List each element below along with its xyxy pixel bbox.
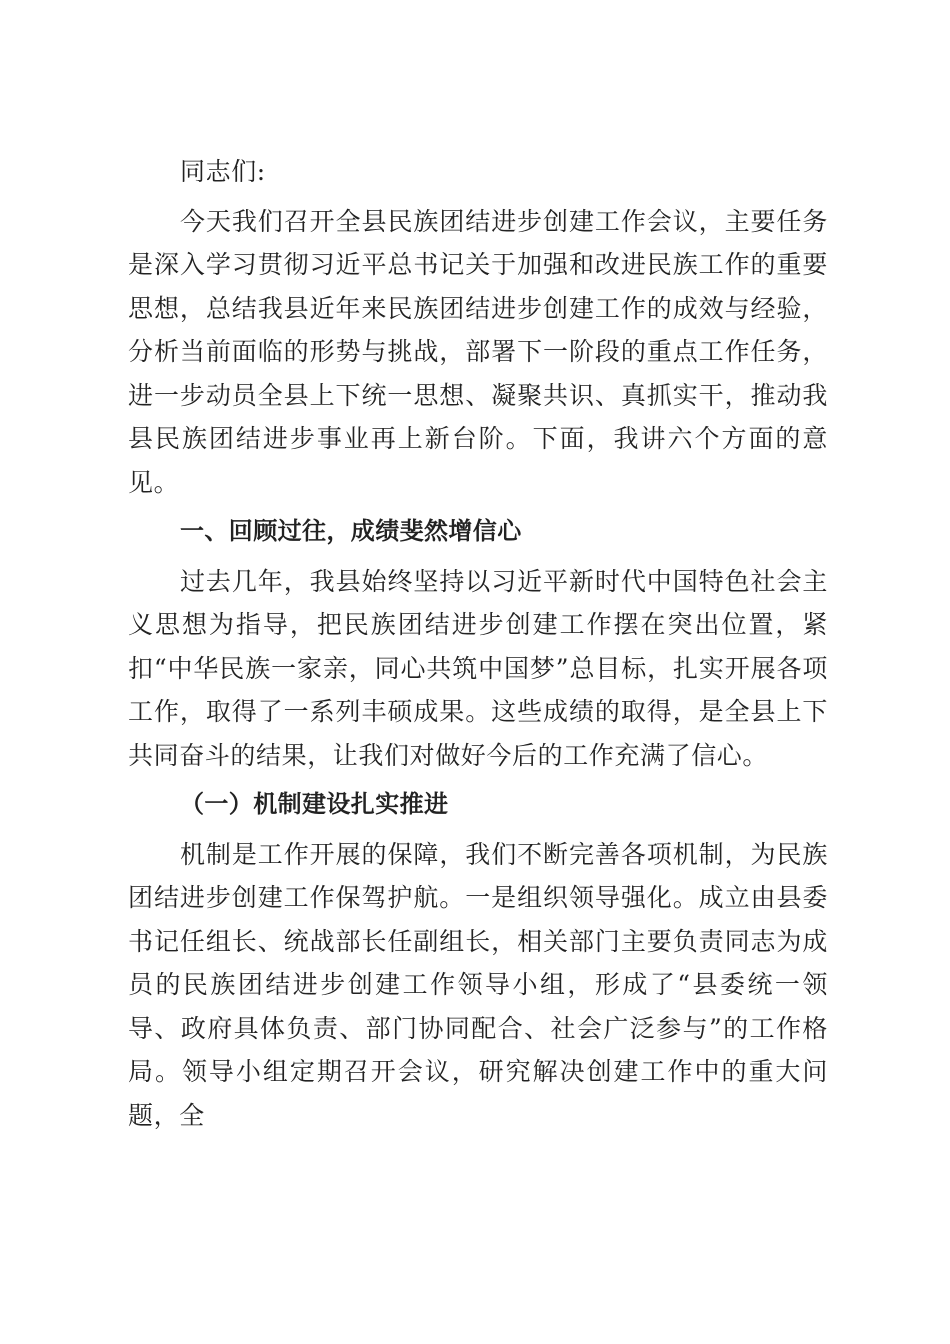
greeting: 同志们: xyxy=(180,157,266,186)
subsection-paragraph: 机制是工作开展的保障，我们不断完善各项机制，为民族团结进步创建工作保驾护航。一是组织领导强化。成立由县委书记任组长、统战部长任副组长，相关部门主要负责同志为成员的民族团结进步创建工作领导小组，形成了“县委统一领导、政府具体负责、部门协同配合、社会广泛参与”的工作格局。领导小组定期召开会议，研究解决创建工作中的重大问题，全 xyxy=(128,839,828,1130)
intro-paragraph: 今天我们召开全县民族团结进步创建工作会议，主要任务是深入学习贯彻习近平总书记关于加强和改进民族工作的重要思想，总结我县近年来民族团结进步创建工作的成效与经验，分析当前面临的形势与挑战，部署下一阶段的重点工作任务，进一步动员全县上下统一思想、凝聚共识、真抓实干，推动我县民族团结进步事业再上新台阶。下面，我讲六个方面的意见。 xyxy=(128,206,828,497)
subsection-heading: （一）机制建设扎实推进 xyxy=(180,790,449,818)
document-body xyxy=(128,150,828,1143)
section-paragraph: 过去几年，我县始终坚持以习近平新时代中国特色社会主义思想为指导，把民族团结进步创建工作摆在突出位置，紧扣“中华民族一家亲，同心共筑中国梦”总目标，扎实开展各项工作，取得了一系列丰硕成果。这些成绩的取得，是全县上下共同奋斗的结果，让我们对做好今后的工作充满了信心。 xyxy=(128,566,828,770)
section-heading: 一、回顾过往，成绩斐然增信心 xyxy=(180,517,522,545)
